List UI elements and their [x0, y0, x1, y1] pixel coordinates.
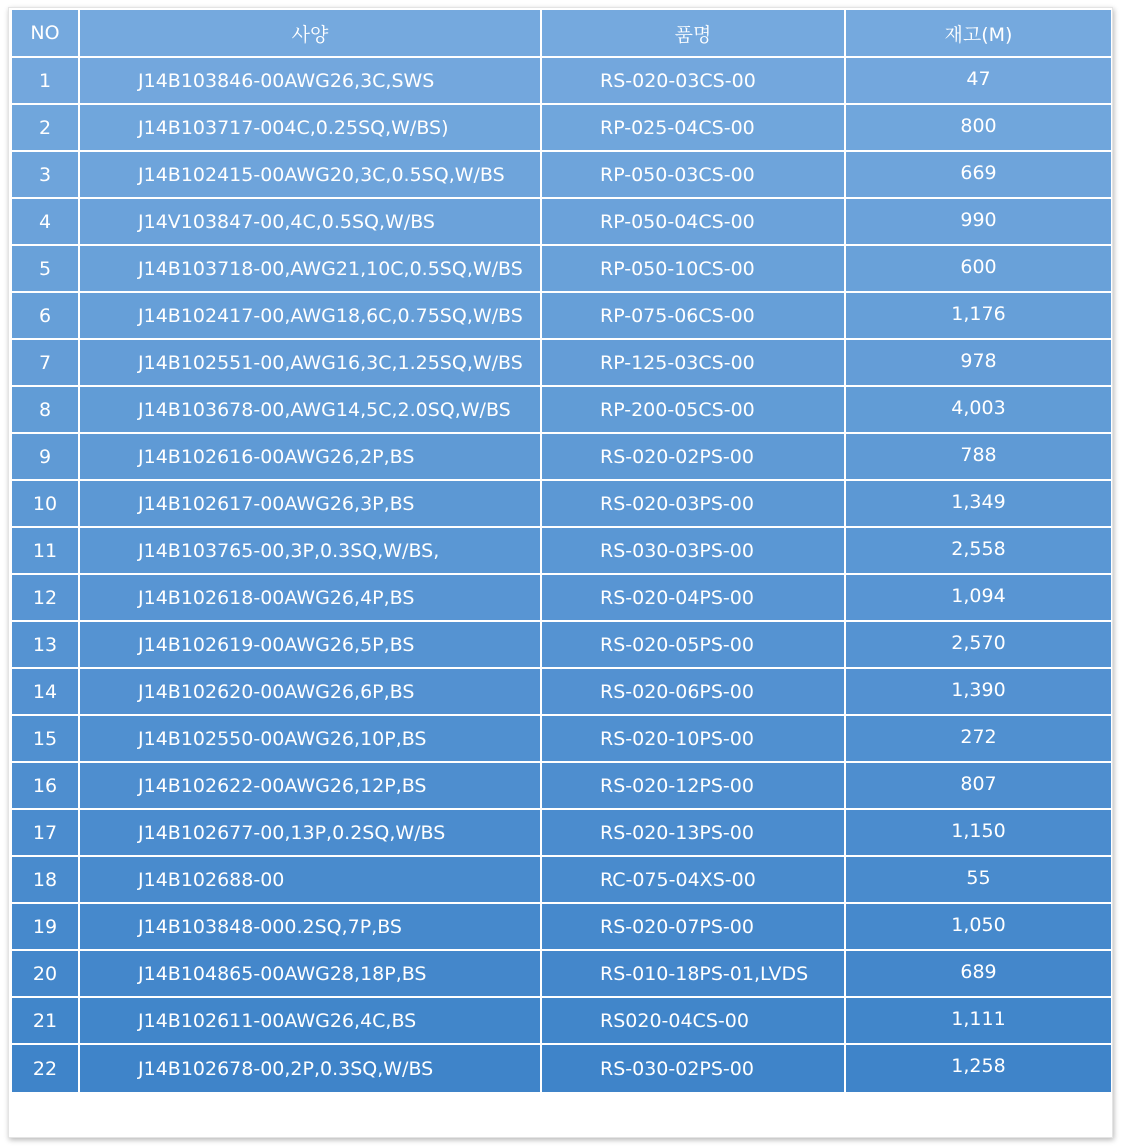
cell-qty: 272: [846, 716, 1111, 763]
cell-qty: 1,050: [846, 904, 1111, 951]
cell-no: 4: [12, 199, 80, 246]
cell-part: RS-020-02PS-00: [542, 434, 846, 481]
table-header-row: [12, 10, 1111, 58]
table-row: [12, 199, 1111, 246]
cell-qty: 807: [846, 763, 1111, 810]
cell-spec: J14B103848-000.2SQ,7P,BS: [80, 904, 542, 951]
table-row: [12, 528, 1111, 575]
table-row: [12, 58, 1111, 105]
table-row: [12, 810, 1111, 857]
cell-spec: J14B102688-00: [80, 857, 542, 904]
cell-spec: J14B104865-00AWG28,18P,BS: [80, 951, 542, 998]
cell-part: RS-020-12PS-00: [542, 763, 846, 810]
cell-part: RP-125-03CS-00: [542, 340, 846, 387]
cell-part: RP-200-05CS-00: [542, 387, 846, 434]
cell-no: 20: [12, 951, 80, 998]
cell-spec: J14B102550-00AWG26,10P,BS: [80, 716, 542, 763]
table-row: [12, 716, 1111, 763]
cell-part: RS-020-13PS-00: [542, 810, 846, 857]
table-row: [12, 904, 1111, 951]
cell-no: 21: [12, 998, 80, 1045]
cell-no: 9: [12, 434, 80, 481]
cell-no: 6: [12, 293, 80, 340]
cell-spec: J14B102677-00,13P,0.2SQ,W/BS: [80, 810, 542, 857]
cell-qty: 600: [846, 246, 1111, 293]
cell-no: 15: [12, 716, 80, 763]
header-no: NO: [12, 10, 80, 58]
cell-no: 18: [12, 857, 80, 904]
cell-no: 1: [12, 58, 80, 105]
table-row: [12, 293, 1111, 340]
inventory-table: [12, 10, 1111, 1092]
header-qty: 재고(M): [846, 10, 1111, 58]
table-row: [12, 152, 1111, 199]
table-row: [12, 246, 1111, 293]
table-row: [12, 763, 1111, 810]
table-row: [12, 1045, 1111, 1092]
cell-part: RP-050-04CS-00: [542, 199, 846, 246]
cell-no: 10: [12, 481, 80, 528]
cell-no: 12: [12, 575, 80, 622]
cell-no: 3: [12, 152, 80, 199]
table-row: [12, 998, 1111, 1045]
cell-qty: 788: [846, 434, 1111, 481]
cell-qty: 978: [846, 340, 1111, 387]
cell-qty: 47: [846, 58, 1111, 105]
cell-spec: J14B102678-00,2P,0.3SQ,W/BS: [80, 1045, 542, 1092]
cell-qty: 1,094: [846, 575, 1111, 622]
cell-spec: J14B102617-00AWG26,3P,BS: [80, 481, 542, 528]
cell-spec: J14B103717-004C,0.25SQ,W/BS): [80, 105, 542, 152]
cell-spec: J14B102417-00,AWG18,6C,0.75SQ,W/BS: [80, 293, 542, 340]
cell-part: RP-025-04CS-00: [542, 105, 846, 152]
cell-part: RS-030-03PS-00: [542, 528, 846, 575]
cell-spec: J14B103718-00,AWG21,10C,0.5SQ,W/BS: [80, 246, 542, 293]
cell-part: RS-010-18PS-01,LVDS: [542, 951, 846, 998]
cell-part: RS-020-04PS-00: [542, 575, 846, 622]
cell-spec: J14B103846-00AWG26,3C,SWS: [80, 58, 542, 105]
cell-part: RS-030-02PS-00: [542, 1045, 846, 1092]
cell-part: RS-020-03PS-00: [542, 481, 846, 528]
cell-part: RS-020-05PS-00: [542, 622, 846, 669]
cell-qty: 689: [846, 951, 1111, 998]
cell-part: RP-075-06CS-00: [542, 293, 846, 340]
cell-spec: J14B102415-00AWG20,3C,0.5SQ,W/BS: [80, 152, 542, 199]
inventory-sheet: [8, 7, 1113, 1138]
cell-no: 19: [12, 904, 80, 951]
cell-no: 13: [12, 622, 80, 669]
table-row: [12, 387, 1111, 434]
cell-no: 8: [12, 387, 80, 434]
table-row: [12, 857, 1111, 904]
cell-qty: 2,558: [846, 528, 1111, 575]
cell-no: 16: [12, 763, 80, 810]
cell-no: 2: [12, 105, 80, 152]
cell-no: 5: [12, 246, 80, 293]
cell-part: RP-050-03CS-00: [542, 152, 846, 199]
table-row: [12, 481, 1111, 528]
cell-qty: 1,390: [846, 669, 1111, 716]
cell-spec: J14B103678-00,AWG14,5C,2.0SQ,W/BS: [80, 387, 542, 434]
cell-qty: 1,111: [846, 998, 1111, 1045]
cell-part: RS-020-06PS-00: [542, 669, 846, 716]
cell-qty: 55: [846, 857, 1111, 904]
cell-spec: J14B102619-00AWG26,5P,BS: [80, 622, 542, 669]
header-part: 품명: [542, 10, 846, 58]
cell-qty: 1,176: [846, 293, 1111, 340]
table-row: [12, 434, 1111, 481]
cell-qty: 1,150: [846, 810, 1111, 857]
table-row: [12, 340, 1111, 387]
cell-spec: J14B102622-00AWG26,12P,BS: [80, 763, 542, 810]
cell-part: RS-020-10PS-00: [542, 716, 846, 763]
header-spec: 사양: [80, 10, 542, 58]
cell-qty: 800: [846, 105, 1111, 152]
cell-spec: J14V103847-00,4C,0.5SQ,W/BS: [80, 199, 542, 246]
cell-no: 11: [12, 528, 80, 575]
cell-spec: J14B102611-00AWG26,4C,BS: [80, 998, 542, 1045]
cell-no: 22: [12, 1045, 80, 1092]
cell-part: RS020-04CS-00: [542, 998, 846, 1045]
cell-qty: 4,003: [846, 387, 1111, 434]
table-row: [12, 669, 1111, 716]
cell-qty: 1,258: [846, 1045, 1111, 1092]
table-row: [12, 575, 1111, 622]
cell-qty: 990: [846, 199, 1111, 246]
cell-spec: J14B103765-00,3P,0.3SQ,W/BS,: [80, 528, 542, 575]
cell-spec: J14B102616-00AWG26,2P,BS: [80, 434, 542, 481]
table-row: [12, 951, 1111, 998]
cell-part: RS-020-03CS-00: [542, 58, 846, 105]
cell-no: 14: [12, 669, 80, 716]
cell-qty: 669: [846, 152, 1111, 199]
table-row: [12, 622, 1111, 669]
cell-part: RC-075-04XS-00: [542, 857, 846, 904]
cell-part: RP-050-10CS-00: [542, 246, 846, 293]
cell-part: RS-020-07PS-00: [542, 904, 846, 951]
cell-no: 17: [12, 810, 80, 857]
cell-spec: J14B102620-00AWG26,6P,BS: [80, 669, 542, 716]
cell-spec: J14B102618-00AWG26,4P,BS: [80, 575, 542, 622]
cell-no: 7: [12, 340, 80, 387]
table-row: [12, 105, 1111, 152]
cell-spec: J14B102551-00,AWG16,3C,1.25SQ,W/BS: [80, 340, 542, 387]
cell-qty: 2,570: [846, 622, 1111, 669]
cell-qty: 1,349: [846, 481, 1111, 528]
